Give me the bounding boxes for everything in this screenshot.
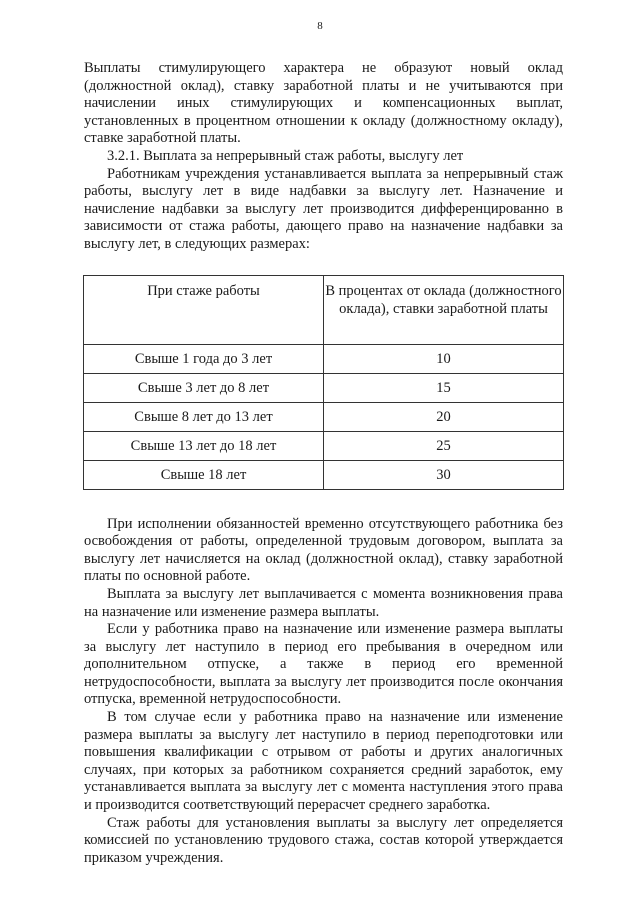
table-cell-percent: 25 (324, 431, 564, 460)
paragraph-training-case: В том случае если у работника право на назначение или изменение размера выплаты за выслугу лет наступило в период переподготовки или повышения квалификации с отрывом от работы и других аналогичных случаях, при которых за работником сохраняется средний заработок, ему устанавливается выплата за выслугу лет с момента наступления этого права и производится соответствующий перерасчет среднего заработка. (84, 709, 563, 814)
table-cell-percent: 15 (324, 373, 564, 402)
table-row (84, 344, 564, 373)
header-percent-of-salary: В процентах от оклада (должностного оклада), ставки заработной платы (324, 275, 564, 344)
table-cell-percent: 30 (324, 460, 564, 489)
table-cell-experience: Свыше 8 лет до 13 лет (84, 402, 324, 431)
paragraph-temporary-duties: При исполнении обязанностей временно отсутствующего работника без освобождения от работы, определенной трудовым договором, выплата за выслугу лет начисляется на оклад (должностной оклад), ставку заработной платы по основной работе. (84, 515, 563, 585)
paragraph-vacation-case: Если у работника право на назначение или изменение размера выплаты за выслугу лет наступило в период его пребывания в очередном или дополнительном отпуске, а также в период его временной нетрудоспособности, выплата за выслугу лет производится после окончания отпуска, временной нетрудоспособности. (84, 621, 563, 708)
paragraph-seniority-bonus: Работникам учреждения устанавливается выплата за непрерывный стаж работы, выслугу лет в виде надбавки за выслугу лет. Назначение и начисление надбавки за выслугу лет производится дифференцированно в зависимости от стажа работы, дающего право на назначение надбавки за выслугу лет, в следующих размерах: (84, 165, 563, 252)
table-cell-experience: Свыше 1 года до 3 лет (84, 344, 324, 373)
paragraph-payment-start: Выплата за выслугу лет выплачивается с момента возникновения права на назначение или изменение размера выплаты. (84, 585, 563, 620)
table-row (84, 460, 564, 489)
table-cell-experience: Свыше 18 лет (84, 460, 324, 489)
document-body (84, 60, 563, 867)
table-row (84, 373, 564, 402)
table-row (84, 402, 564, 431)
table-header-row (84, 275, 564, 344)
table-cell-experience: Свыше 3 лет до 8 лет (84, 373, 324, 402)
table-cell-percent: 10 (324, 344, 564, 373)
table-cell-percent: 20 (324, 402, 564, 431)
table-cell-experience: Свыше 13 лет до 18 лет (84, 431, 324, 460)
table-row (84, 431, 564, 460)
paragraph-incentive-payments: Выплаты стимулирующего характера не образуют новый оклад (должностной оклад), ставку заработной платы и не учитываются при начислении иных стимулирующих и компенсационных выплат, установленных в процентном отношении к окладу (должностному окладу), ставке заработной платы. (84, 60, 563, 147)
paragraph-commission: Стаж работы для установления выплаты за выслугу лет определяется комиссией по установлению трудового стажа, состав которой утверждается приказом учреждения. (84, 814, 563, 866)
seniority-bonus-table (83, 275, 564, 490)
header-work-experience: При стаже работы (84, 275, 324, 344)
page-number: 8 (317, 20, 323, 32)
section-heading-3-2-1: 3.2.1. Выплата за непрерывный стаж работы, выслугу лет (107, 147, 464, 164)
